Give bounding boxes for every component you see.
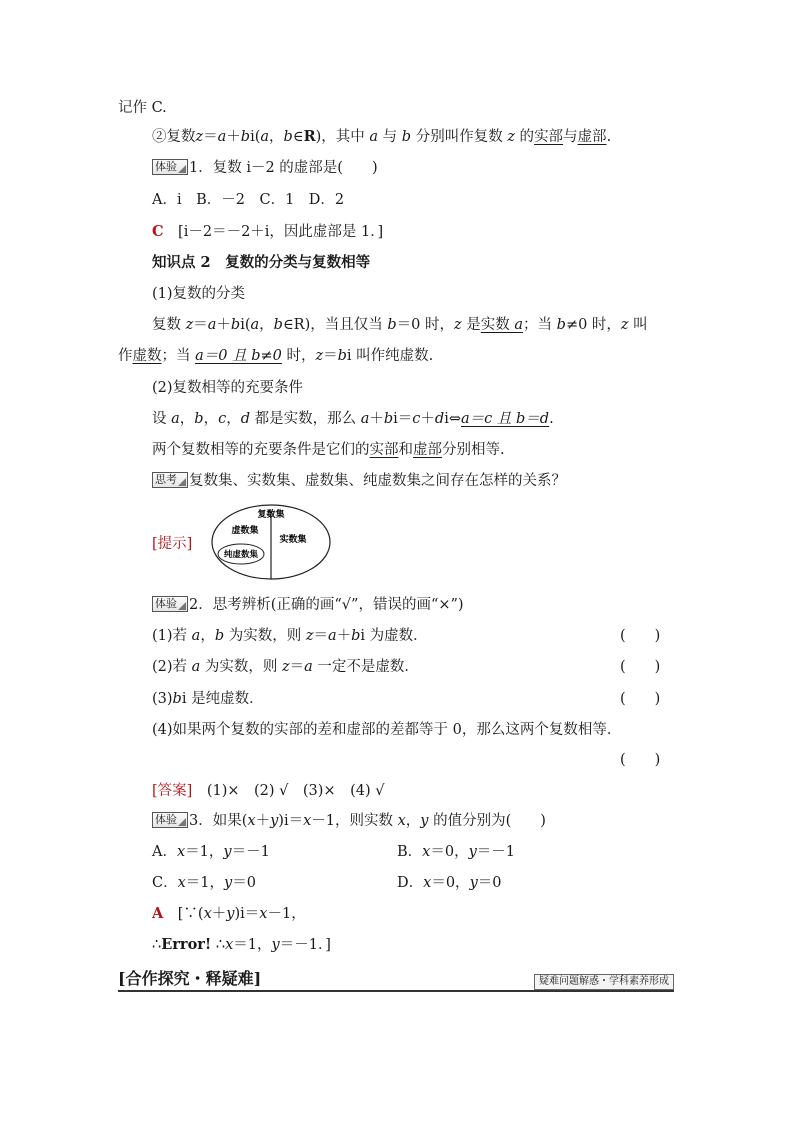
judge-item-1: (1)若 a，b 为实数，则 z＝a＋bi 为虚数． <box>152 628 428 644</box>
judge-item-2: (2)若 a 为实数，则 z＝a 一定不是虚数． <box>152 659 419 675</box>
tag-corner-icon <box>178 165 186 173</box>
tiyan-tag: 体验 <box>152 812 188 828</box>
tag-corner-icon <box>178 602 186 610</box>
knowledge-point-heading: 知识点 2 复数的分类与复数相等 <box>152 254 371 271</box>
classification-heading: (1)复数的分类 <box>152 286 246 302</box>
tag-corner-icon <box>178 478 186 486</box>
question-1: 体验 1．复数 i－2 的虚部是( ) <box>152 158 378 178</box>
think-question: 思考 复数集、实数集、虚数集、纯虚数集之间存在怎样的关系？ <box>152 471 566 491</box>
judge-item-3: (3)bi 是纯虚数． <box>152 691 264 707</box>
tag-corner-icon <box>178 818 186 826</box>
sikao-tag: 思考 <box>152 472 188 488</box>
answer-blank[interactable]: ( ) <box>620 628 661 644</box>
tiyan-tag: 体验 <box>152 596 188 612</box>
equality-line-1: 设 a，b，c，d 都是实数，那么 a＋bi＝c＋di⇔a＝c 且 b＝d. <box>152 411 554 427</box>
tiyan-tag: 体验 <box>152 159 188 175</box>
equality-line-2: 两个复数相等的充要条件是它们的实部和虚部分别相等. <box>152 442 505 458</box>
classification-line-2: 作虚数；当 a＝0 且 b≠0 时，z＝bi 叫作纯虚数. <box>118 348 434 364</box>
text-line: 记作 C. <box>118 100 167 116</box>
option-a: A．x＝1，y＝－1 <box>152 844 270 860</box>
answer-blank[interactable]: ( ) <box>620 659 661 675</box>
definition-line: ②复数z＝a＋bi(a，b∈R)，其中 a 与 b 分别叫作复数 z 的实部与虚部. <box>152 128 612 145</box>
option-c: C．x＝1，y＝0 <box>152 875 256 891</box>
option-b: B．x＝0，y＝－1 <box>397 844 516 860</box>
hint-label: [提示] <box>152 536 193 552</box>
section-divider <box>118 990 674 992</box>
classification-line-1: 复数 z＝a＋bi(a，b∈R)，当且仅当 b＝0 时，z 是实数 a；当 b≠0 时，z 叫 <box>152 317 648 333</box>
answer-blank[interactable]: ( ) <box>620 752 661 768</box>
answer-blank[interactable]: ( ) <box>620 691 661 707</box>
section-title: [合作探究・释疑难] <box>118 969 262 988</box>
question-3: 体验 3．如果(x＋y)i＝x－1，则实数 x，y 的值分别为( ) <box>152 811 546 831</box>
question-2: 体验 2．思考辨析(正确的画“√”，错误的画“×”) <box>152 595 464 615</box>
question-1-options: A．i B．－2 C．1 D．2 <box>152 192 345 208</box>
real-set-label: 实数集 <box>279 535 307 545</box>
question-1-answer: C [i－2＝－2＋i，因此虚部是 1．] <box>152 223 384 240</box>
section-badge: 疑难问题解惑・学科素养形成 <box>534 974 674 990</box>
question-3-answer-2: ∴Error! ∴x＝1，y＝－1．] <box>152 936 331 953</box>
judge-item-4: (4)如果两个复数的实部的差和虚部的差都等于 0，那么这两个复数相等． <box>152 722 622 738</box>
pure-imaginary-set-label: 纯虚数集 <box>223 550 259 560</box>
equality-heading: (2)复数相等的充要条件 <box>152 380 304 396</box>
venn-diagram <box>210 503 332 583</box>
question-3-answer-1: A [∵(x＋y)i＝x－1， <box>152 905 306 922</box>
section-footer <box>118 968 674 992</box>
question-2-answer: [答案] (1)× (2) √ (3)× (4) √ <box>152 783 385 799</box>
imaginary-set-label: 虚数集 <box>231 526 259 536</box>
option-d: D．x＝0，y＝0 <box>397 875 502 891</box>
complex-set-label: 复数集 <box>257 510 285 520</box>
